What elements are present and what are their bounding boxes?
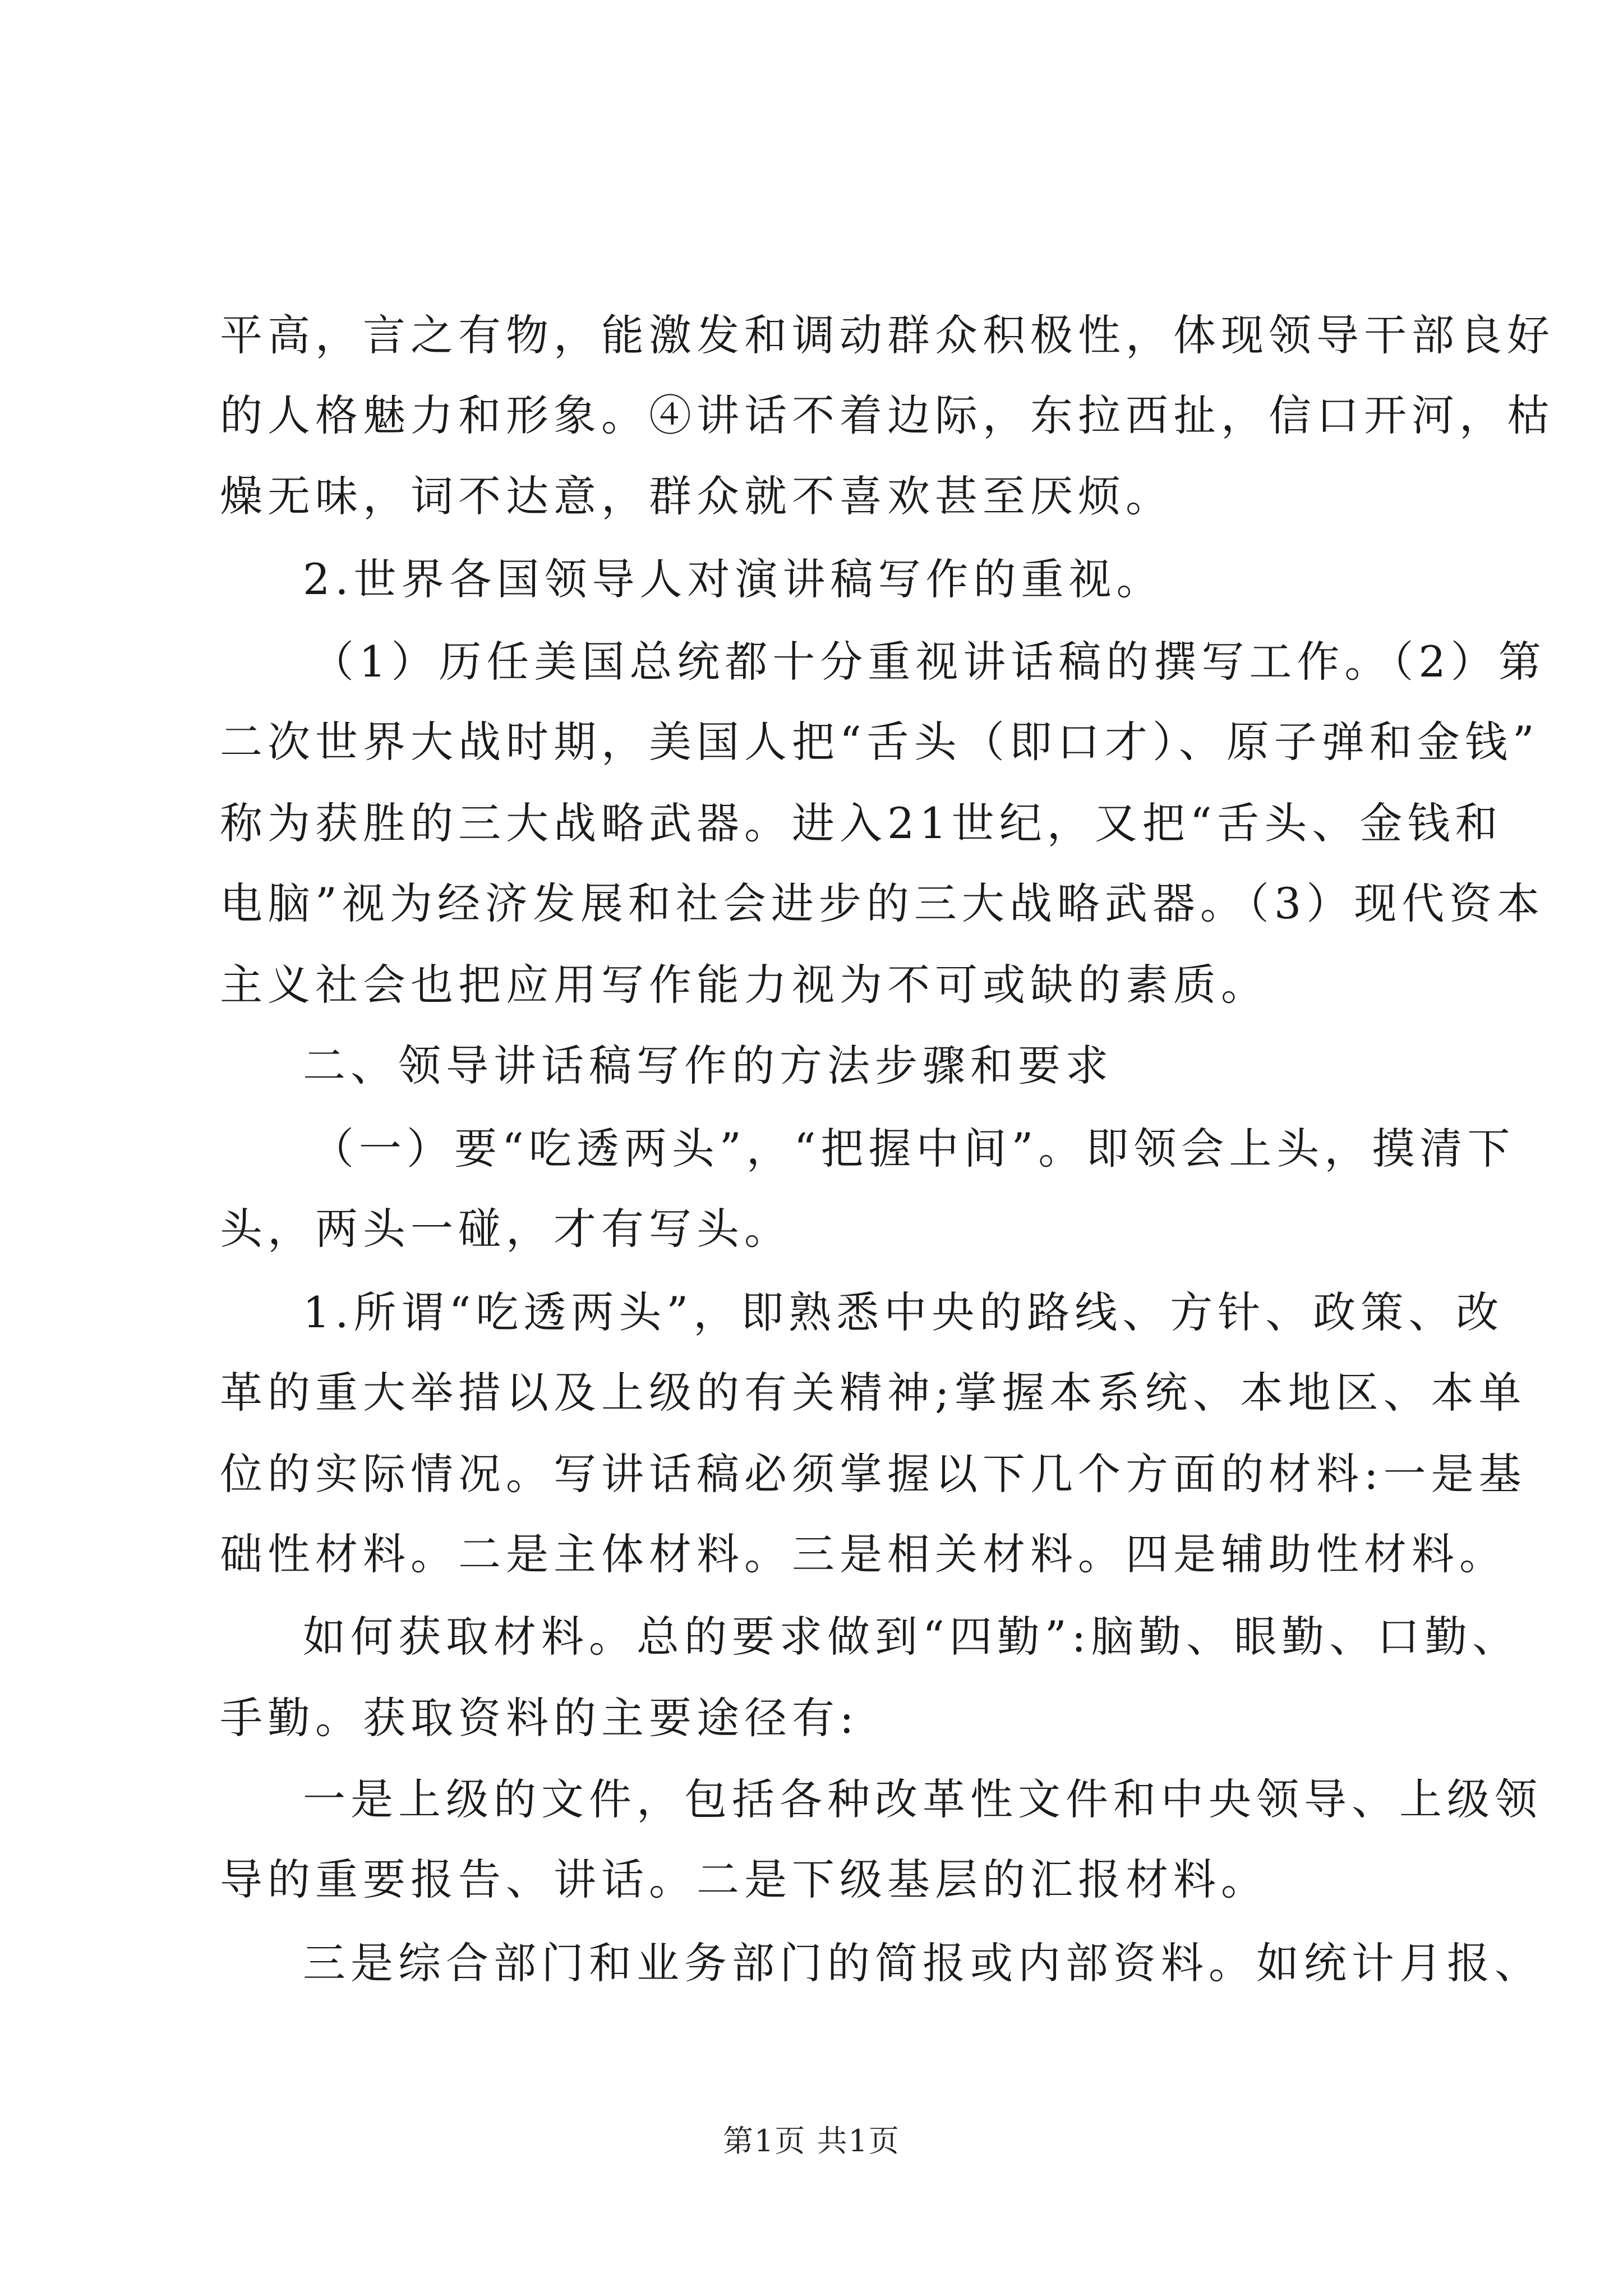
body-text-line: 电脑”视为经济发展和社会进步的三大战略武器。（3）现代资本 bbox=[220, 878, 1545, 928]
body-text-line: 二次世界大战时期，美国人把“舌头（即口才）、原子弹和金钱” bbox=[220, 717, 1539, 767]
body-text-line: 1.所谓“吃透两头”，即熟悉中央的路线、方针、政策、改 bbox=[303, 1287, 1504, 1337]
body-text-line: 础性材料。二是主体材料。三是相关材料。四是辅助性材料。 bbox=[220, 1529, 1507, 1579]
section-heading: 二、领导讲话稿写作的方法步骤和要求 bbox=[303, 1041, 1113, 1091]
body-text-line: 导的重要报告、讲话。二是下级基层的汇报材料。 bbox=[220, 1855, 1269, 1904]
body-text-line: 手勤。获取资料的主要途径有: bbox=[220, 1693, 859, 1743]
body-text-line: 头，两头一碰，才有写头。 bbox=[220, 1204, 792, 1254]
body-text-line: 平高，言之有物，能激发和调动群众积极性，体现领导干部良好 bbox=[220, 310, 1555, 360]
body-text-line: 革的重大举措以及上级的有关精神;掌握本系统、本地区、本单 bbox=[220, 1368, 1527, 1418]
body-text-line: （一）要“吃透两头”，“把握中间”。即领会上头，摸清下 bbox=[311, 1124, 1515, 1174]
body-text-line: 主义社会也把应用写作能力视为不可或缺的素质。 bbox=[220, 960, 1269, 1010]
body-text-line: 称为获胜的三大战略武器。进入21世纪，又把“舌头、金钱和 bbox=[220, 798, 1503, 848]
body-text-line: 如何获取材料。总的要求做到“四勤”:脑勤、眼勤、口勤、 bbox=[303, 1612, 1520, 1662]
page-number-footer: 第1页 共1页 bbox=[723, 2123, 900, 2159]
section-heading: 2.世界各国领导人对演讲稿写作的重视。 bbox=[303, 554, 1164, 604]
body-text-line: 三是综合部门和业务部门的简报或内部资料。如统计月报、 bbox=[303, 1938, 1542, 1988]
body-text-line: 燥无味，词不达意，群众就不喜欢甚至厌烦。 bbox=[220, 471, 1173, 521]
body-text-line: 一是上级的文件，包括各种改革性文件和中央领导、上级领 bbox=[303, 1774, 1542, 1824]
body-text-line: 的人格魅力和形象。④讲话不着边际，东拉西扯，信口开河，枯 bbox=[220, 390, 1555, 440]
body-text-line: （1）历任美国总统都十分重视讲话稿的撰写工作。（2）第 bbox=[311, 637, 1546, 687]
body-text-line: 位的实际情况。写讲话稿必须掌握以下几个方面的材料:一是基 bbox=[220, 1449, 1527, 1499]
